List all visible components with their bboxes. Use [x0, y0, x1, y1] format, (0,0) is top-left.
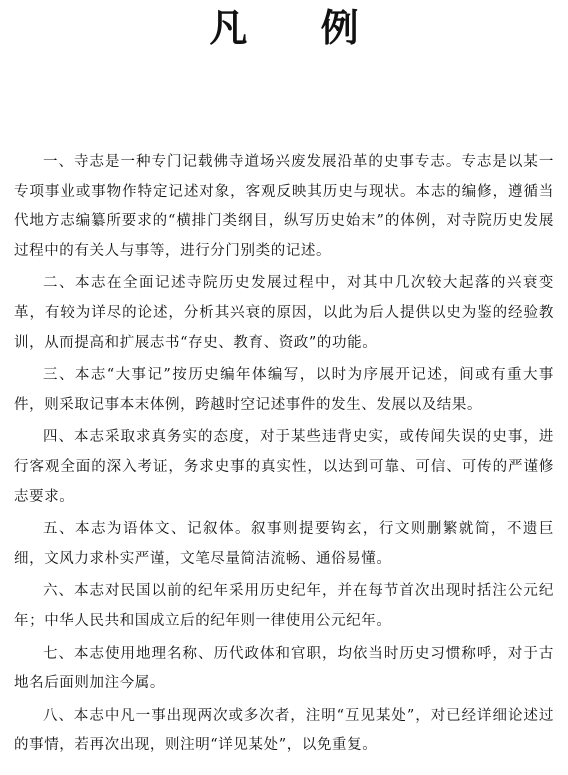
- rule-paragraph-7: 七、本志使用地理名称、历代政体和官职，均依当时历史习惯称呼，对于古地名后面则加注今属。: [14, 645, 554, 692]
- rule-paragraph-8: 八、本志中凡一事出现两次或多次者，注明“互见某处”，对已经详细论述过的事情，若再次出现，则注明“详见某处”，以免重复。: [14, 707, 554, 754]
- rule-paragraph-1: 一、寺志是一种专门记载佛寺道场兴废发展沿革的史事专志。专志是以某一专项事业或事物作特定记述对象，客观反映其历史与现状。本志的编修，遵循当代地方志编纂所要求的“横排门类纲目，纵写历史始末”的体例，对寺院历史发展过程中的有关人与事等，进行分门别类的记述。: [14, 154, 554, 259]
- rule-paragraph-3: 三、本志“大事记”按历史编年体编写，以时为序展开记述，间或有重大事件，则采取记事本末体例，跨越时空记述事件的发生、发展以及结果。: [14, 367, 554, 413]
- rule-paragraph-2: 二、本志在全面记述寺院历史发展过程中，对其中几次较大起落的兴衰变革，有较为详尽的论述，分析其兴衰的原因，以此为后人提供以史为鉴的经验教训，从而提高和扩展志书“存史、教育、资政”的功能。: [14, 275, 554, 351]
- document-body: [14, 148, 554, 764]
- page-title: 凡 例: [209, 5, 389, 50]
- rule-paragraph-4: 四、本志采取求真务实的态度，对于某些违背史实，或传闻失误的史事，进行客观全面的深入考证，务求史事的真实性，以达到可靠、可信、可传的严谨修志要求。: [14, 429, 554, 505]
- rule-paragraph-5: 五、本志为语体文、记叙体。叙事则提要钩玄，行文则删繁就简，不遗巨细，文风力求朴实严谨，文笔尽量简洁流畅、通俗易懂。: [14, 521, 554, 567]
- rule-paragraph-6: 六、本志对民国以前的纪年采用历史纪年，并在每节首次出现时括注公元纪年；中华人民共和国成立后的纪年则一律使用公元纪年。: [14, 583, 554, 629]
